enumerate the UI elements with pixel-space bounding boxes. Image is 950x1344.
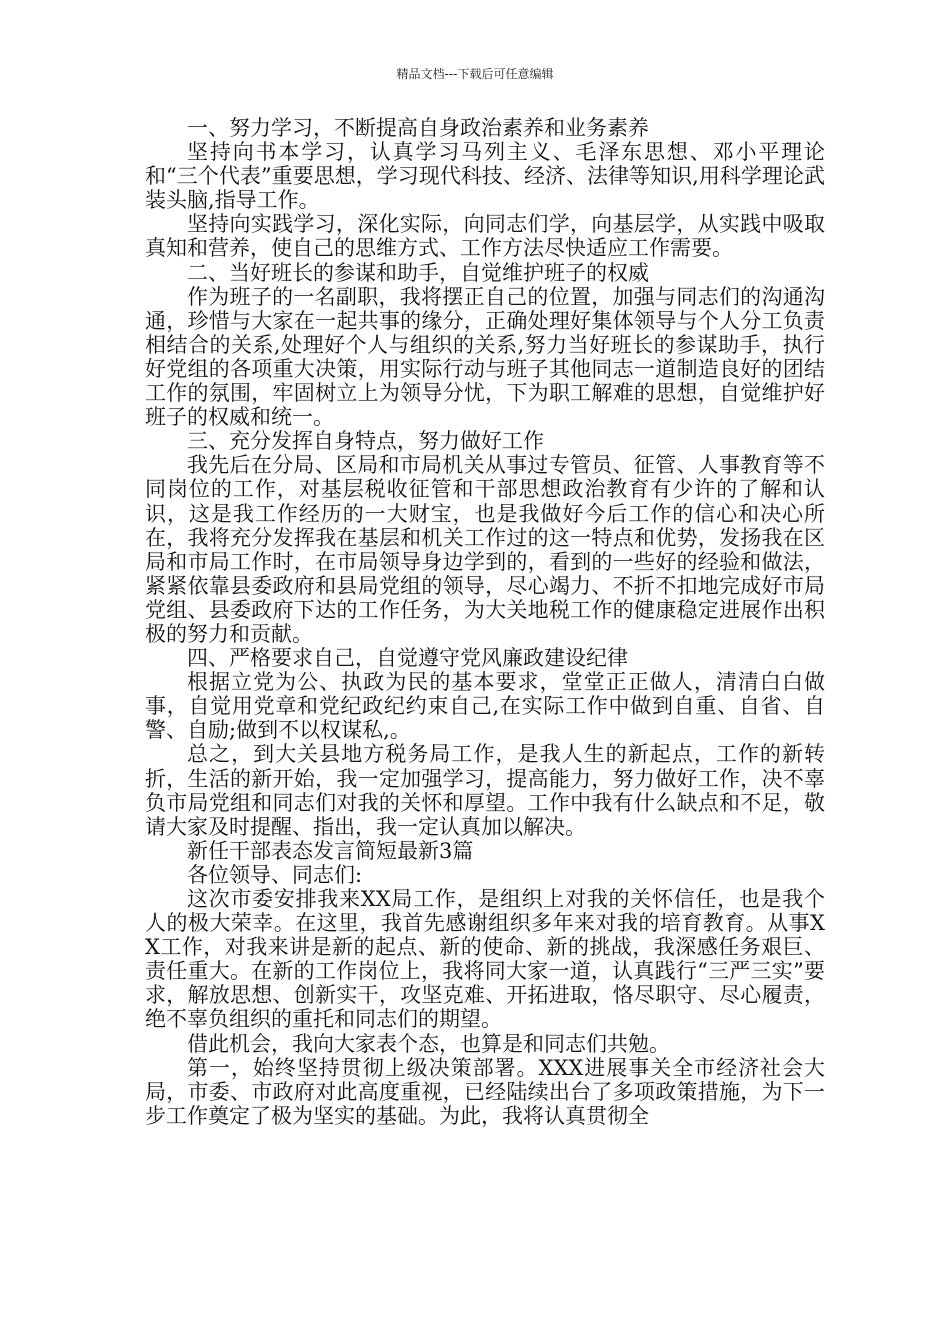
- paragraph: 第一，始终坚持贯彻上级决策部署。XXX进展事关全市经济社会大局，市委、市政府对此高度重视，已经陆续出台了多项政策措施，为下一步工作奠定了极为坚实的基础。为此，我将认真贯彻全: [145, 1055, 825, 1128]
- section-heading-2: 二、当好班长的参谋和助手，自觉维护班子的权威: [187, 260, 649, 285]
- paragraph: 我先后在分局、区局和市局机关从事过专管员、征管、人事教育等不同岗位的工作，对基层税收征管和干部思想政治教育有少许的了解和认识，这是我工作经历的一大财宝，也是我做好今后工作的信心和决心所在，我将充分发挥我在基层和机关工作过的这一特点和优势，发扬我在区局和市局工作时，在市局领导身边学到的，看到的一些好的经验和做法，紧紧依靠县委政府和县局党组的领导，尽心竭力、不折不扣地完成好市局党组、县委政府下达的工作任务，为大关地税工作的健康稳定进展作出积极的努力和贡献。: [145, 453, 825, 646]
- paragraph: 作为班子的一名副职，我将摆正自己的位置，加强与同志们的沟通沟通，珍惜与大家在一起共事的缘分，正确处理好集体领导与个人分工负责相结合的关系,处理好个人与组织的关系,努力当好班长的参谋助手，执行好党组的各项重大决策，用实际行动与班子其他同志一道制造良好的团结工作的氛围，牢固树立上为领导分忧，下为职工解难的思想，自觉维护好班子的权威和统一。: [145, 284, 825, 430]
- page-header: 精品文档---下载后可任意编辑: [396, 67, 554, 81]
- section-heading-1: 一、努力学习，不断提高自身政治素养和业务素养: [187, 116, 649, 140]
- document-body: [145, 116, 825, 1128]
- article-title: 新任干部表态发言简短最新3篇: [187, 838, 474, 863]
- paragraph: 这次市委安排我来XX局工作，是组织上对我的关怀信任，也是我个人的极大荣幸。在这里，我首先感谢组织多年来对我的培育教育。从事XX工作，对我来讲是新的起点、新的使命、新的挑战，我深感任务艰巨、责任重大。在新的工作岗位上，我将同大家一道，认真践行“三严三实”要求，解放思想、创新实干，攻坚克难、开拓进取，恪尽职守、尽心履责，绝不辜负组织的重托和同志们的期望。: [145, 887, 825, 1032]
- salutation: 各位领导、同志们:: [187, 862, 363, 887]
- paragraph: 总之，到大关县地方税务局工作，是我人生的新起点，工作的新转折，生活的新开始，我一定加强学习，提高能力，努力做好工作，决不辜负市局党组和同志们对我的关怀和厚望。工作中我有什么缺点和不足，敬请大家及时提醒、指出，我一定认真加以解决。: [145, 742, 825, 839]
- section-heading-3: 三、充分发挥自身特点，努力做好工作: [187, 429, 544, 454]
- paragraph: 坚持向实践学习，深化实际，向同志们学，向基层学，从实践中吸取真知和营养，使自己的思维方式、工作方法尽快适应工作需要。: [145, 212, 825, 261]
- paragraph: 坚持向书本学习，认真学习马列主义、毛泽东思想、邓小平理论和“三个代表”重要思想，学习现代科技、经济、法律等知识,用科学理论武装头脑,指导工作。: [145, 140, 825, 213]
- paragraph: 根据立党为公、执政为民的基本要求，堂堂正正做人，清清白白做事，自觉用党章和党纪政纪约束自己,在实际工作中做到自重、自省、自警、自励;做到不以权谋私,。: [145, 670, 825, 743]
- paragraph: 借此机会，我向大家表个态，也算是和同志们共勉。: [187, 1031, 670, 1056]
- section-heading-4: 四、严格要求自己，自觉遵守党风廉政建设纪律: [187, 646, 628, 671]
